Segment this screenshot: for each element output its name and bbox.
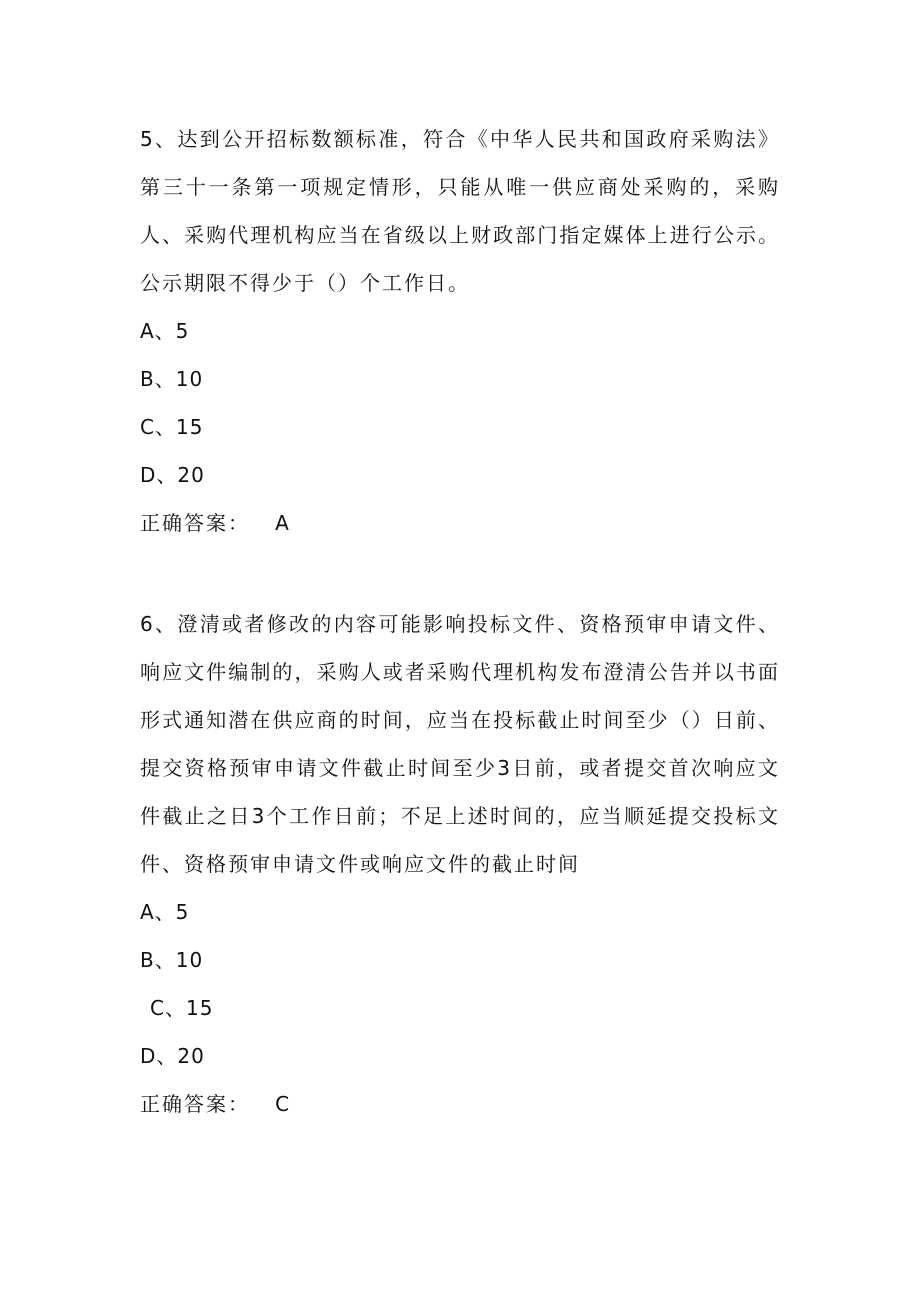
answer-value: A bbox=[275, 511, 291, 535]
question-stem: 6、澄清或者修改的内容可能影响投标文件、资格预审申请文件、响应文件编制的，采购人或者采购代理机构发布澄清公告并以书面形式通知潜在供应商的时间，应当在投标截止时间至少（）日前、提交资格预审申请文件截止时间至少3日前，或者提交首次响应文件截止之日3个工作日前；不足上述时间的，应当顺延提交投标文件、资格预审申请文件或响应文件的截止时间 bbox=[140, 612, 780, 876]
option-d: D、20 bbox=[140, 1044, 205, 1068]
correct-answer bbox=[140, 1080, 780, 1128]
option-a: A、5 bbox=[140, 319, 190, 343]
option-c: C、15 bbox=[140, 415, 204, 439]
option-d: D、20 bbox=[140, 463, 205, 487]
question-stem: 5、达到公开招标数额标准，符合《中华人民共和国政府采购法》第三十一条第一项规定情形，只能从唯一供应商处采购的，采购人、采购代理机构应当在省级以上财政部门指定媒体上进行公示。公示期限不得少于（）个工作日。 bbox=[140, 127, 780, 295]
question-5 bbox=[140, 115, 780, 547]
answer-label: 正确答案： bbox=[140, 511, 250, 535]
option-c: C、15 bbox=[150, 996, 214, 1020]
option-b: B、10 bbox=[140, 948, 204, 972]
option-a: A、5 bbox=[140, 900, 190, 924]
answer-value: C bbox=[275, 1092, 292, 1116]
answer-label: 正确答案： bbox=[140, 1092, 250, 1116]
question-6 bbox=[140, 600, 780, 1128]
option-b: B、10 bbox=[140, 367, 204, 391]
correct-answer bbox=[140, 499, 780, 547]
